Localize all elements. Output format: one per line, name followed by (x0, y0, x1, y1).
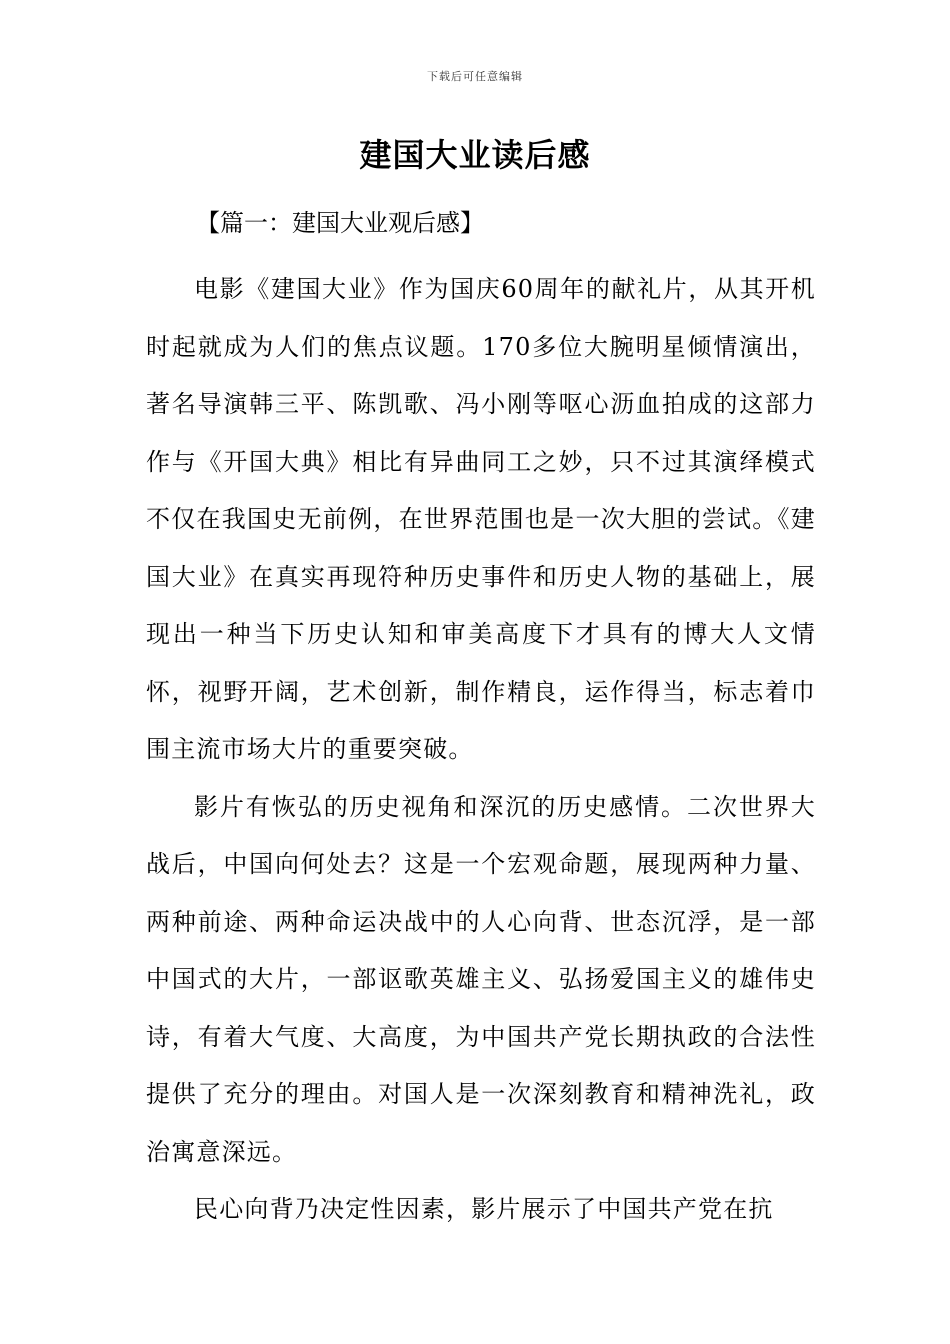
section-heading: 【篇一：建国大业观后感】 (196, 209, 484, 237)
paragraph-3: 民心向背乃决定性因素，影片展示了中国共产党在抗 (194, 1195, 774, 1223)
paragraph-1: 电影《建国大业》作为国庆60周年的献礼片，从其开机时起就成为人们的焦点议题。170多位大腕明星倾情演出，著名导演韩三平、陈凯歌、冯小刚等呕心沥血拍成的这部力作与《开国大典》相比有异曲同工之妙，只不过其演绎模式不仅在我国史无前例，在世界范围也是一次大胆的尝试。《建国大业》在真实再现符种历史事件和历史人物的基础上，展现出一种当下历史认知和审美高度下才具有的博大人文情怀，视野开阔，艺术创新，制作精良，运作得当，标志着巾围主流市场大片的重要突破。 (146, 275, 816, 763)
page-header-note: 下载后可任意编辑 (427, 70, 523, 83)
paragraph-2: 影片有恢弘的历史视角和深沉的历史感情。二次世界大战后，中国向何处去？这是一个宏观命题，展现两种力量、两种前途、两种命运决战中的人心向背、世态沉浮，是一部中国式的大片，一部讴歌英雄主义、弘扬爱国主义的雄伟史诗，有着大气度、大高度，为中国共产党长期执政的合法性提供了充分的理由。对国人是一次深刻教育和精神洗礼，政治寓意深远。 (146, 792, 816, 1166)
document-title: 建国大业读后感 (359, 136, 591, 174)
document-body (146, 261, 816, 1239)
